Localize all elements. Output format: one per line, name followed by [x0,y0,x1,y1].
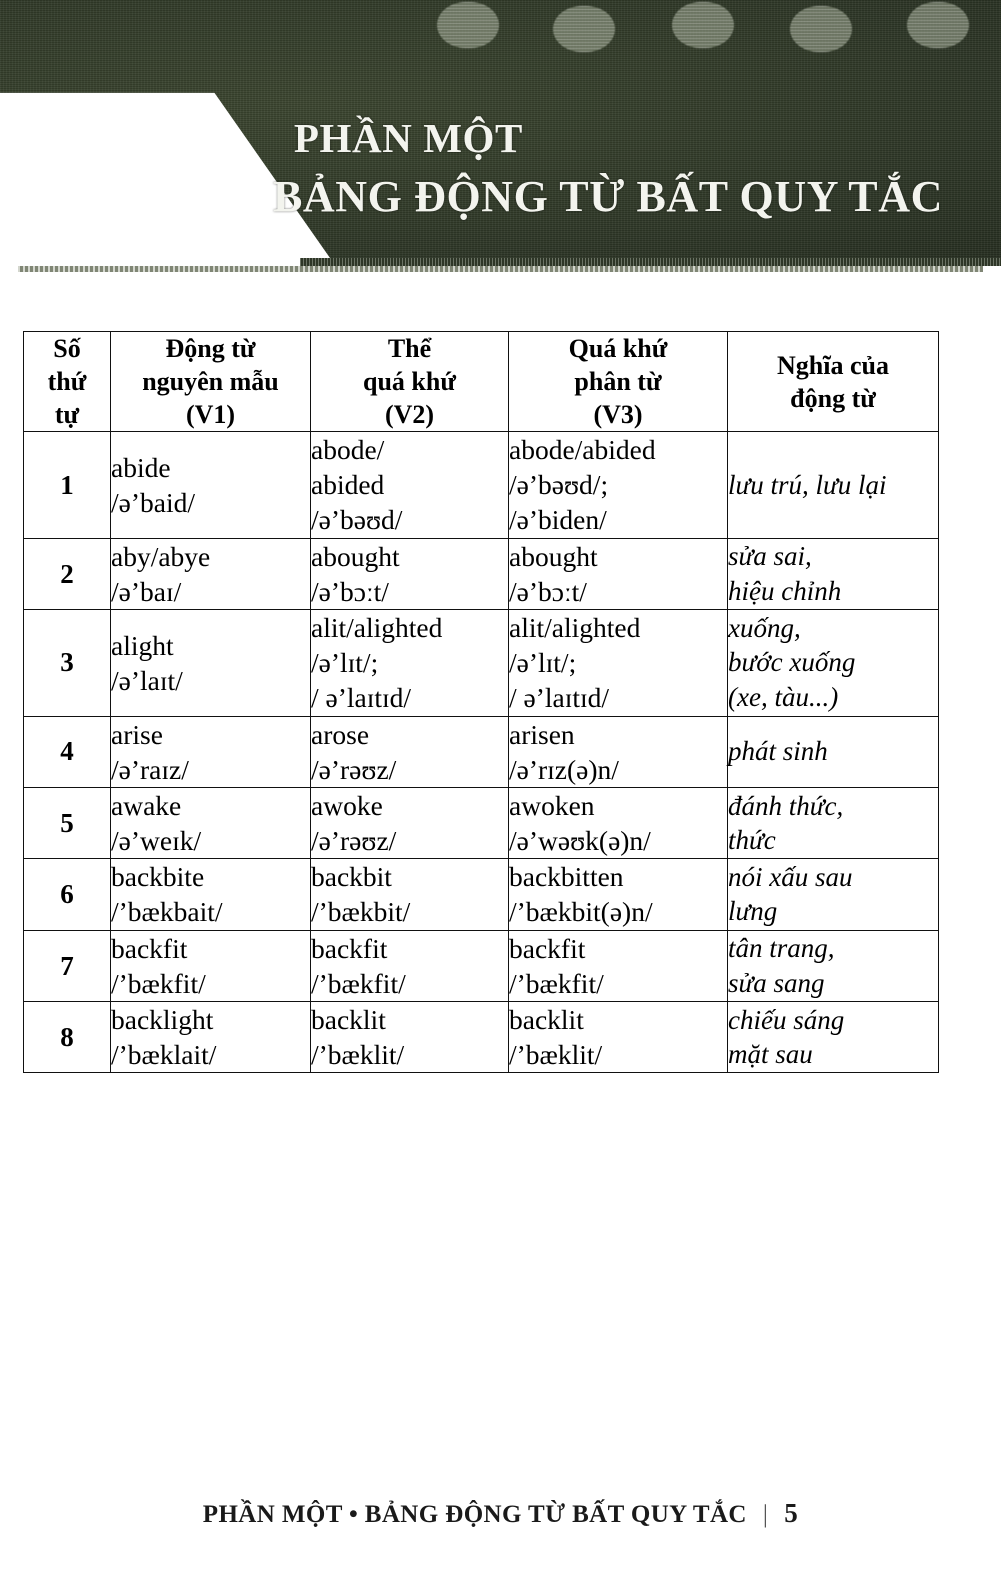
verb-meaning-cell [728,538,939,609]
verb-v3-cell [509,787,728,858]
cell-line: nói xấu sau [728,861,853,892]
cell-line: /’bæklit/ [311,1039,405,1071]
cell-line: /ə’bɔːt/ [311,575,389,607]
verb-meaning-cell [728,609,939,716]
verb-v3-cell [509,609,728,716]
banner-dot-decoration [553,6,615,52]
banner-dot-decoration [672,2,734,48]
table-row [24,716,939,787]
table-row [24,930,939,1001]
table-body [24,432,939,1073]
header-line: phân từ [574,367,662,397]
header-line: (V1) [185,400,236,430]
banner-title-main: BẢNG ĐỘNG TỪ BẤT QUY TẮC [272,172,943,221]
verb-v2-cell [311,787,509,858]
column-header-v2 [311,332,509,432]
cell-line: /’bækbit/ [311,896,411,928]
row-index-cell: 6 [24,859,111,930]
cell-line: /’bækfit/ [509,967,604,999]
header-line: Nghĩa của [777,350,889,380]
header-rule-lower [18,266,983,272]
row-index-cell: 3 [24,609,111,716]
verb-v2-cell [311,538,509,609]
cell-line: /ə’bəʊd/; [509,469,609,501]
cell-line: /’bækbit(ə)n/ [509,896,653,928]
header-line: (V2) [384,400,435,430]
header-line: Thể [387,334,432,363]
column-header-v3 [509,332,728,432]
irregular-verbs-table [23,331,939,1073]
table-header-row [24,332,939,432]
cell-line: alit/alighted [311,611,443,643]
page-header-banner [0,0,1001,258]
cell-line: /’bækfit/ [311,967,406,999]
verb-v3-cell [509,538,728,609]
cell-line: (xe, tàu...) [728,682,839,713]
cell-line: /’bæklit/ [509,1039,603,1071]
verb-v2-cell [311,859,509,930]
verb-v2-cell [311,930,509,1001]
banner-dot-decoration [907,2,969,48]
cell-line: /ə’rəʊz/ [311,753,397,785]
cell-line: arisen [509,718,575,750]
cell-line: backfit [509,932,586,964]
cell-line: /ə’baɪ/ [111,575,182,607]
cell-line: /ə’lɪt/; [311,647,379,679]
header-line: (V3) [593,400,643,430]
cell-line: arise [111,718,163,750]
header-line: thứ [47,367,87,397]
header-line: Số [53,334,81,363]
table-row [24,787,939,858]
header-line: Quá khứ [568,334,668,363]
cell-line: alit/alighted [509,611,641,643]
column-header-meaning [728,332,939,432]
cell-line: /ə’bɔːt/ [509,575,587,607]
cell-line: xuống, [728,612,801,643]
cell-line: backfit [111,932,188,964]
cell-line: /ə’rəʊz/ [311,825,397,857]
verb-v1-cell [111,1002,311,1073]
cell-line: /ə’raɪz/ [111,753,189,785]
cell-line: bước xuống [728,647,856,678]
header-line: Động từ [165,334,256,363]
table-row [24,609,939,716]
table-row [24,538,939,609]
row-index-cell: 4 [24,716,111,787]
verb-v1-cell [111,787,311,858]
cell-line: mặt sau [728,1039,813,1070]
banner-dot-decoration [437,2,499,48]
cell-line: sửa sai, [728,541,812,572]
verb-v2-cell [311,716,509,787]
verb-meaning-cell [728,859,939,930]
cell-line: backbite [111,861,205,893]
row-index-cell: 5 [24,787,111,858]
cell-line: awoke [311,789,383,821]
verb-v3-cell [509,432,728,539]
verb-v1-cell [111,538,311,609]
row-index-cell: 8 [24,1002,111,1073]
cell-line: hiệu chỉnh [728,575,842,606]
verb-meaning-cell [728,787,939,858]
cell-line: backbit [311,861,392,893]
cell-line: / ə’laɪtɪd/ [311,682,412,714]
verb-v3-cell [509,859,728,930]
cell-line: awake [111,789,182,821]
footer-separator: | [762,1501,769,1528]
row-index-cell: 2 [24,538,111,609]
cell-line: abought [509,540,598,572]
cell-line: /ə’bəʊd/ [311,504,403,536]
verb-v1-cell [111,716,311,787]
banner-dot-decoration [790,6,852,52]
column-header-v1 [111,332,311,432]
verb-v1-cell [111,432,311,539]
page-number: 5 [784,1498,799,1528]
cell-line: tân trang, [728,933,835,964]
cell-line: lưng [728,896,778,927]
cell-line: lưu trú, lưu lại [728,469,887,500]
verb-v3-cell [509,930,728,1001]
verb-v2-cell [311,609,509,716]
table-row [24,1002,939,1073]
verb-v3-cell [509,716,728,787]
cell-line: abought [311,540,400,572]
cell-line: backlit [509,1004,584,1036]
row-index-cell: 1 [24,432,111,539]
cell-line: chiếu sáng [728,1004,845,1035]
cell-line: /’bækfit/ [111,967,206,999]
cell-line: backfit [311,932,388,964]
row-index-cell: 7 [24,930,111,1001]
header-line: quá khứ [363,367,456,397]
verb-v1-cell [111,609,311,716]
cell-line: alight [111,629,174,661]
verb-v2-cell [311,432,509,539]
cell-line: /ə’wəʊk(ə)n/ [509,825,651,857]
verb-meaning-cell [728,716,939,787]
table-row [24,859,939,930]
cell-line: /ə’lɪt/; [509,647,577,679]
verb-meaning-cell [728,1002,939,1073]
cell-line: /’bæklait/ [111,1039,217,1071]
cell-line: backbitten [509,861,624,893]
banner-title-part-one: PHẦN MỘT [293,115,523,161]
cell-line: awoken [509,789,595,821]
cell-line: /ə’laɪt/ [111,664,183,696]
cell-line: đánh thức, [728,790,844,821]
cell-line: backlit [311,1004,386,1036]
header-line: nguyên mẫu [142,367,279,397]
table-row [24,432,939,539]
cell-line: /ə’baid/ [111,486,195,518]
cell-line: /ə’biden/ [509,504,607,536]
header-line: tự [54,400,80,430]
cell-line: abode/ [311,434,385,466]
page-footer [0,1498,1001,1529]
verb-meaning-cell [728,930,939,1001]
column-header-index [24,332,111,432]
cell-line: abided [311,469,385,501]
cell-line: phát sinh [728,736,828,767]
cell-line: /’bækbait/ [111,896,223,928]
banner-title-block [272,115,943,221]
cell-line: /ə’rɪz(ə)n/ [509,753,619,785]
cell-line: abode/abided [509,434,656,466]
verb-meaning-cell [728,432,939,539]
footer-title: PHẦN MỘT • BẢNG ĐỘNG TỪ BẤT QUY TẮC [202,1501,747,1528]
verb-v1-cell [111,930,311,1001]
header-rule-upper [300,258,1001,266]
cell-line: sửa sang [728,967,825,998]
header-line: động từ [790,383,876,413]
verb-v1-cell [111,859,311,930]
cell-line: thức [728,825,776,856]
cell-line: abide [111,451,171,483]
cell-line: arose [311,718,370,750]
cell-line: aby/abye [111,540,211,572]
cell-line: / ə’laɪtɪd/ [509,682,610,714]
verb-v2-cell [311,1002,509,1073]
cell-line: backlight [111,1004,214,1036]
cell-line: /ə’weɪk/ [111,825,202,857]
footer-inner [203,1498,798,1529]
verb-v3-cell [509,1002,728,1073]
